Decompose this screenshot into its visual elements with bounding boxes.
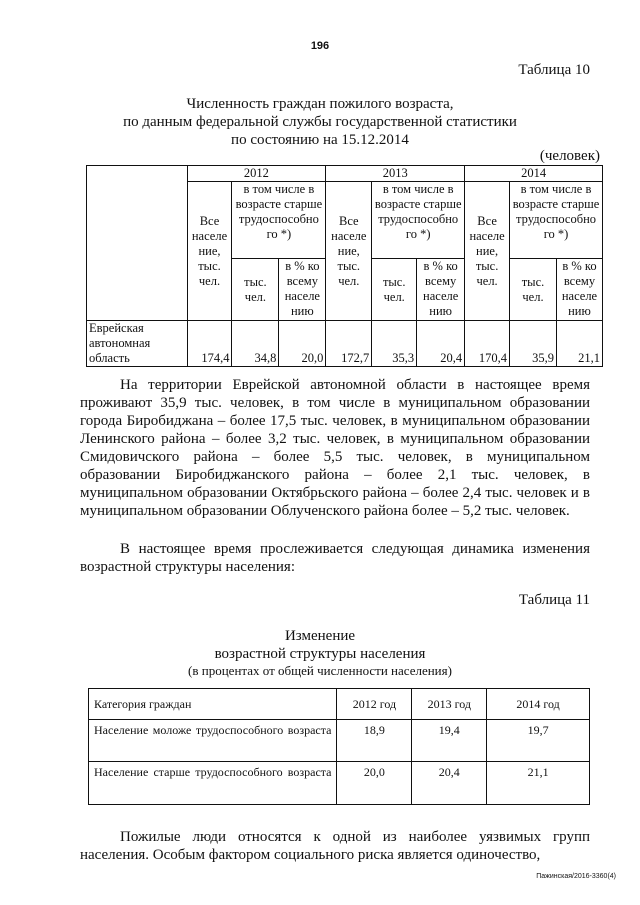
table10-year: 2012 [187, 166, 326, 182]
table11-title-line: возрастной структуры населения [214, 646, 426, 662]
row-label: Еврейская автономная область [87, 321, 188, 367]
table10-col-older: в том числе в возрасте старше трудоспособно го *) [232, 182, 326, 259]
table10-col-all: Все населе ние, тыс. чел. [187, 182, 232, 321]
table10-col-all: Все населе ние, тыс. чел. [465, 182, 510, 321]
table11-header: Категория граждан [89, 689, 337, 720]
table10-title-line: по состоянию на 15.12.2014 [231, 132, 409, 148]
table10-title-line: по данным федеральной службы государственной статистики [123, 114, 517, 130]
paragraph: На территории Еврейской автономной области в настоящее время проживают 35,9 тыс. человек, в том числе в муниципальном образовании города Биробиджана – более 17,5 тыс. человек, в муниципальном образовании Ленинского района – более 3,2 тыс. человек, в муниципальном образовании Смидовичского района – более 5,5 тыс. человек, в муниципальном образовании Биробиджанского района – более 2,1 тыс. человек, в муниципальном образовании Октябрьского района – более 2,4 тыс. человек и в муниципальном образовании Облученского района более – 5,2 тыс. человек. [80, 377, 590, 519]
page-number: 196 [310, 40, 330, 52]
table10-year: 2013 [326, 166, 465, 182]
paragraph: Пожилые люди относятся к одной из наиболее уязвимых групп населения. Особым фактором социального риска является одиночество, [80, 829, 590, 863]
cell: 18,9 [337, 720, 412, 762]
paragraph: В настоящее время прослеживается следующая динамика изменения возрастной структуры населения: [80, 541, 590, 575]
table-row [89, 762, 590, 805]
table10-col-older: в том числе в возрасте старше трудоспособно го *) [510, 182, 603, 259]
table10-title-line: Численность граждан пожилого возраста, [186, 96, 454, 112]
table10-col-pct: в % ко всему населе нию [556, 259, 602, 321]
table10-year: 2014 [465, 166, 603, 182]
table10-unit: (человек) [539, 148, 600, 164]
cell: 19,7 [487, 720, 590, 762]
table-row [87, 321, 603, 367]
table10 [86, 165, 603, 367]
cell: 34,8 [232, 321, 279, 367]
table10-col-thous: тыс. чел. [372, 259, 417, 321]
table11 [88, 688, 590, 805]
table11-label: Таблица 11 [518, 592, 590, 608]
table11-title-line: Изменение [284, 628, 356, 644]
cell: 170,4 [465, 321, 510, 367]
cell: 174,4 [187, 321, 232, 367]
table10-col-pct: в % ко всему населе нию [417, 259, 465, 321]
table10-col-thous: тыс. чел. [510, 259, 557, 321]
cell: 20,0 [279, 321, 326, 367]
table10-label: Таблица 10 [518, 62, 590, 78]
table10-col-all: Все населе ние, тыс. чел. [326, 182, 372, 321]
cell: 20,4 [412, 762, 487, 805]
table11-header: 2012 год [337, 689, 412, 720]
table11-title [0, 627, 640, 678]
table-row [89, 720, 590, 762]
table11-header: 2013 год [412, 689, 487, 720]
table10-corner [87, 166, 188, 321]
row-label: Население моложе трудоспособного возраста [89, 720, 337, 762]
cell: 172,7 [326, 321, 372, 367]
cell: 35,9 [510, 321, 557, 367]
table10-title [0, 95, 640, 149]
cell: 21,1 [487, 762, 590, 805]
table10-col-older: в том числе в возрасте старше трудоспособно го *) [372, 182, 465, 259]
document-footer: Пажинская/2016-3360(4) [536, 873, 616, 880]
table11-header: 2014 год [487, 689, 590, 720]
table10-col-thous: тыс. чел. [232, 259, 279, 321]
cell: 19,4 [412, 720, 487, 762]
cell: 20,4 [417, 321, 465, 367]
cell: 21,1 [556, 321, 602, 367]
row-label: Население старше трудоспособного возраста [89, 762, 337, 805]
cell: 20,0 [337, 762, 412, 805]
table10-col-pct: в % ко всему населе нию [279, 259, 326, 321]
table11-subtitle: (в процентах от общей численности населения) [188, 663, 452, 678]
cell: 35,3 [372, 321, 417, 367]
